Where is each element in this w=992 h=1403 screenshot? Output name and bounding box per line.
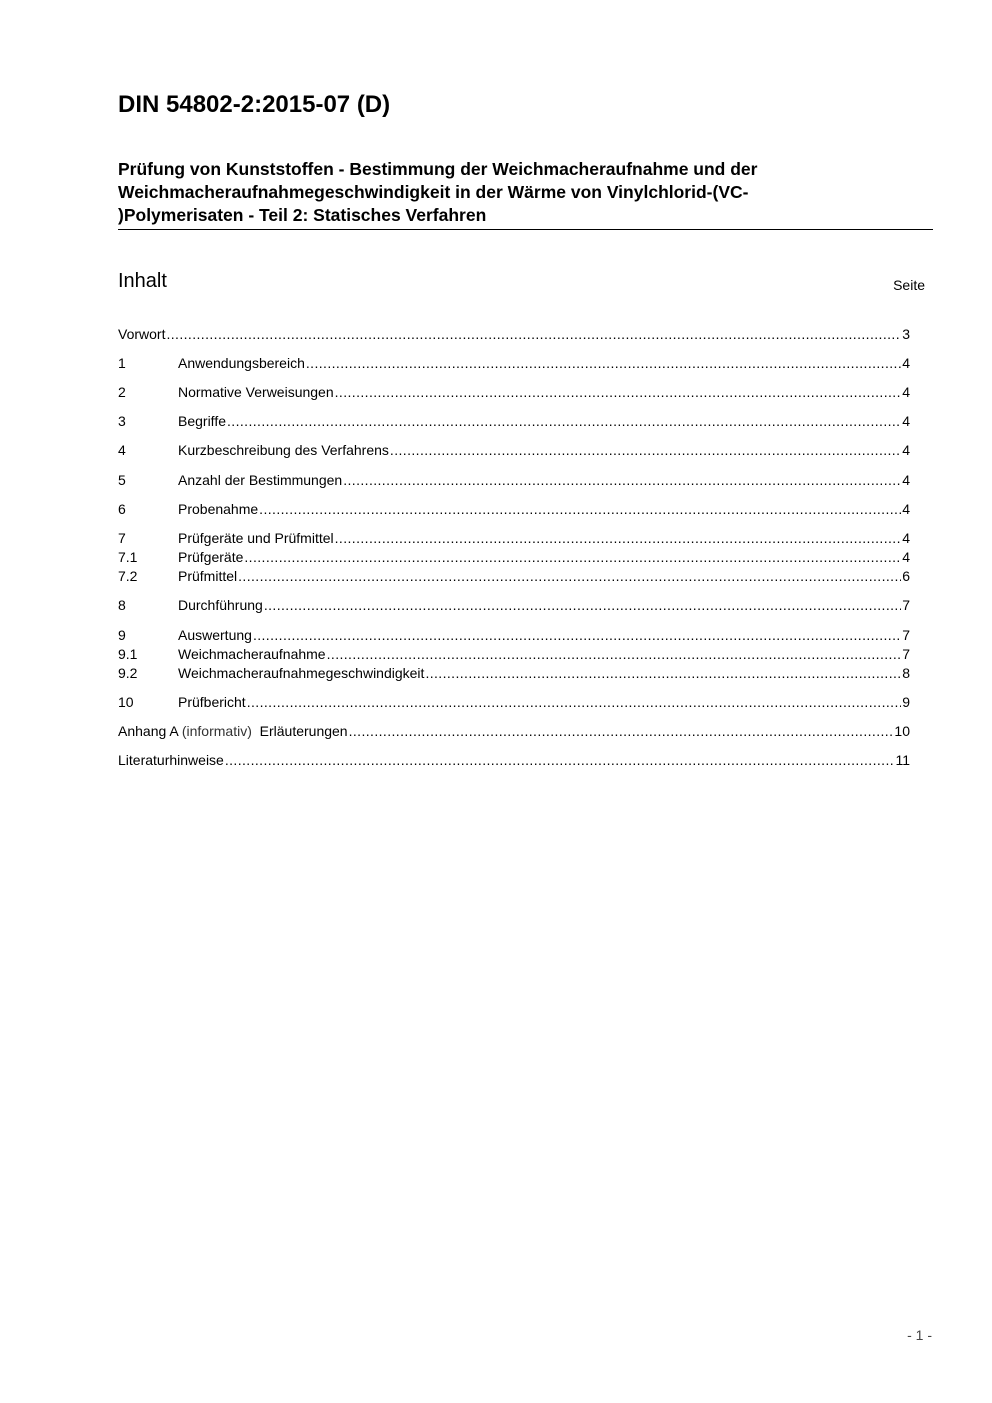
toc-entry-label: Vorwort <box>118 326 166 342</box>
toc-leader-dots <box>238 567 901 586</box>
toc-entry-9-2[interactable] <box>118 664 910 683</box>
toc-entry-9[interactable] <box>118 626 910 645</box>
document-title-line-3: )Polymerisaten - Teil 2: Statisches Verfahren <box>118 205 487 225</box>
toc-entry-anhang-a[interactable] <box>118 722 910 741</box>
toc-entry-page: 4 <box>902 442 910 458</box>
toc-leader-dots <box>259 500 901 519</box>
document-id: DIN 54802-2:2015-07 (D) <box>118 91 391 118</box>
toc-entry-label: Literaturhinweise <box>118 752 224 768</box>
toc-entry-number: 5 <box>118 472 126 488</box>
toc-leader-dots <box>247 693 902 712</box>
toc-entry-label: Durchführung <box>178 597 263 613</box>
toc-leader-dots <box>244 548 901 567</box>
toc-leader-dots <box>425 664 901 683</box>
toc-entry-label: Prüfgeräte <box>178 549 244 565</box>
toc-entry-label: Anzahl der Bestimmungen <box>178 472 343 488</box>
toc-entry-label: Auswertung <box>178 627 252 643</box>
toc-entry-number: 7.1 <box>118 549 138 565</box>
toc-entry-page: 3 <box>902 326 910 342</box>
toc-entry-page: 4 <box>902 530 910 546</box>
toc-entry-7[interactable] <box>118 529 910 548</box>
toc-entry-label: Anwendungsbereich <box>178 355 305 371</box>
toc-entry-page: 11 <box>895 752 910 768</box>
document-title <box>118 158 858 227</box>
toc-entry-9-1[interactable] <box>118 645 910 664</box>
toc-entry-number: 9.1 <box>118 646 138 662</box>
toc-entry-label: Normative Verweisungen <box>178 384 334 400</box>
toc-entry-number: 1 <box>118 355 126 371</box>
toc-entry-number: 7.2 <box>118 568 138 584</box>
toc-entry-1[interactable] <box>118 354 910 373</box>
toc-leader-dots <box>343 471 901 490</box>
toc-entry-page: 4 <box>902 472 910 488</box>
toc-entry-2[interactable] <box>118 383 910 402</box>
toc-entry-number: 6 <box>118 501 126 517</box>
toc-leader-dots <box>225 751 895 770</box>
toc-entry-number: 9.2 <box>118 665 138 681</box>
toc-entry-number: 9 <box>118 627 126 643</box>
toc-leader-dots <box>166 325 901 344</box>
toc-entry-4[interactable] <box>118 441 910 460</box>
toc-entry-10[interactable] <box>118 693 910 712</box>
toc-entry-page: 8 <box>902 665 910 681</box>
document-title-line-1: Prüfung von Kunststoffen - Bestimmung der Weichmacheraufnahme und der <box>118 159 758 179</box>
toc-entry-label: Prüfbericht <box>178 694 246 710</box>
toc-leader-dots <box>390 441 901 460</box>
toc-leader-dots <box>349 722 894 741</box>
toc-entry-7-2[interactable] <box>118 567 910 586</box>
toc-entry-page: 4 <box>902 413 910 429</box>
toc-entry-label: Weichmacheraufnahme <box>178 646 326 662</box>
toc-entry-page: 10 <box>894 723 910 739</box>
toc-entry-page: 7 <box>902 627 910 643</box>
toc-leader-dots <box>253 626 901 645</box>
toc-entry-number: 8 <box>118 597 126 613</box>
toc-entry-3[interactable] <box>118 412 910 431</box>
toc-entry-page: 4 <box>902 549 910 565</box>
toc-entry-label <box>118 722 348 741</box>
annex-note: (informativ) <box>181 723 252 739</box>
annex-title: Erläuterungen <box>259 723 348 739</box>
toc-leader-dots <box>227 412 901 431</box>
toc-leader-dots <box>335 529 902 548</box>
toc-entry-label: Kurzbeschreibung des Verfahrens <box>178 442 389 458</box>
toc-entry-label: Begriffe <box>178 413 226 429</box>
toc-entry-page: 9 <box>902 694 910 710</box>
toc-entry-number: 3 <box>118 413 126 429</box>
toc-entry-5[interactable] <box>118 471 910 490</box>
toc-entry-page: 4 <box>902 501 910 517</box>
toc-leader-dots <box>335 383 902 402</box>
toc-entry-number: 10 <box>118 694 134 710</box>
toc-entry-8[interactable] <box>118 596 910 615</box>
toc-entry-label: Probenahme <box>178 501 259 517</box>
toc-heading: Inhalt <box>118 270 167 292</box>
toc-entry-7-1[interactable] <box>118 548 910 567</box>
title-divider <box>118 229 933 230</box>
toc-entry-label: Prüfgeräte und Prüfmittel <box>178 530 334 546</box>
toc-leader-dots <box>264 596 901 615</box>
toc-entry-label: Weichmacheraufnahmegeschwindigkeit <box>178 665 425 681</box>
toc-entry-number: 4 <box>118 442 126 458</box>
toc-entry-number: 7 <box>118 530 126 546</box>
annex-label: Anhang A <box>118 723 178 739</box>
document-title-line-2: Weichmacheraufnahmegeschwindigkeit in der Wärme von Vinylchlorid-(VC- <box>118 182 749 202</box>
toc-entry-literaturhinweise[interactable] <box>118 751 910 770</box>
toc-entry-page: 7 <box>902 597 910 613</box>
toc-leader-dots <box>327 645 902 664</box>
toc-entry-6[interactable] <box>118 500 910 519</box>
toc-entry-label: Prüfmittel <box>178 568 238 584</box>
toc-entry-page: 4 <box>902 384 910 400</box>
toc-page-column-label: Seite <box>893 277 925 293</box>
toc-entry-page: 4 <box>902 355 910 371</box>
toc-entry-number: 2 <box>118 384 126 400</box>
toc-leader-dots <box>306 354 901 373</box>
toc-entry-vorwort[interactable] <box>118 325 910 344</box>
toc-entry-page: 7 <box>902 646 910 662</box>
toc-entry-page: 6 <box>902 568 910 584</box>
page-number: - 1 - <box>907 1327 932 1343</box>
